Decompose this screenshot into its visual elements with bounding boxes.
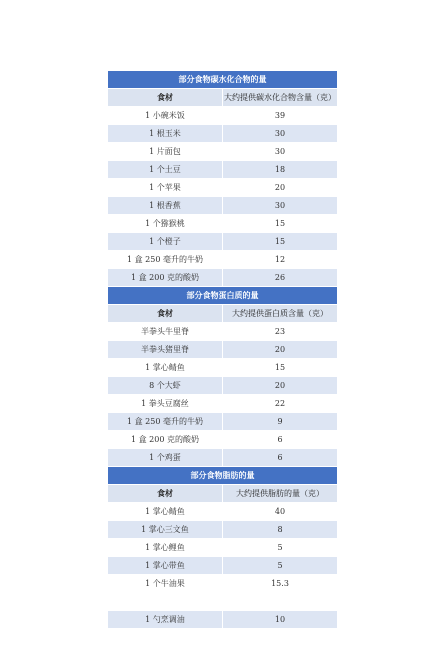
row-gap: [108, 593, 338, 611]
section-title-row: [108, 287, 338, 305]
table-row: [108, 557, 338, 575]
food-cell: 1 小碗米饭: [108, 107, 223, 125]
column-header-food: 食材: [108, 485, 223, 503]
food-cell: 半拳头牛里脊: [108, 323, 223, 341]
amount-cell: 15: [223, 359, 338, 377]
amount-cell: 30: [223, 197, 338, 215]
amount-cell: 8: [223, 521, 338, 539]
table-row: [108, 341, 338, 359]
food-cell: 1 根玉米: [108, 125, 223, 143]
table-row: [108, 125, 338, 143]
food-cell: 1 个橙子: [108, 233, 223, 251]
table-row: [108, 215, 338, 233]
amount-cell: 10: [223, 611, 338, 629]
amount-cell: 22: [223, 395, 338, 413]
food-cell: 1 个猕猴桃: [108, 215, 223, 233]
amount-cell: 6: [223, 431, 338, 449]
table-row: [108, 323, 338, 341]
table-row: [108, 413, 338, 431]
food-cell: 1 个鸡蛋: [108, 449, 223, 467]
table-row: [108, 161, 338, 179]
table-row: [108, 539, 338, 557]
food-cell: 1 拳头豆腐丝: [108, 395, 223, 413]
table-row: [108, 269, 338, 287]
table-row: [108, 395, 338, 413]
table-row: [108, 107, 338, 125]
food-cell: 1 片面包: [108, 143, 223, 161]
food-cell: 1 掌心三文鱼: [108, 521, 223, 539]
food-cell: 1 个土豆: [108, 161, 223, 179]
amount-cell: 15: [223, 215, 338, 233]
food-cell: 半拳头猪里脊: [108, 341, 223, 359]
column-header-row: [108, 485, 338, 503]
amount-cell: 18: [223, 161, 338, 179]
table-row: [108, 359, 338, 377]
food-cell: 1 个苹果: [108, 179, 223, 197]
food-cell: 1 掌心带鱼: [108, 557, 223, 575]
food-cell: 1 盒 250 毫升的牛奶: [108, 251, 223, 269]
row-gap-cell: [108, 593, 338, 611]
amount-cell: 20: [223, 179, 338, 197]
column-header-amount: 大约提供脂肪的量（克）: [223, 485, 338, 503]
table-row: [108, 431, 338, 449]
table-row: [108, 521, 338, 539]
column-header-food: 食材: [108, 89, 223, 107]
amount-cell: 5: [223, 539, 338, 557]
food-cell: 1 盒 200 克的酸奶: [108, 431, 223, 449]
table-row: [108, 179, 338, 197]
table-row: [108, 449, 338, 467]
table-row: [108, 251, 338, 269]
amount-cell: 20: [223, 377, 338, 395]
food-cell: 1 盒 250 毫升的牛奶: [108, 413, 223, 431]
food-cell: 1 盒 200 克的酸奶: [108, 269, 223, 287]
table-row: [108, 503, 338, 521]
table-row: [108, 233, 338, 251]
food-cell: 1 掌心鲤鱼: [108, 539, 223, 557]
food-cell: 1 掌心鲭鱼: [108, 503, 223, 521]
table-row: [108, 197, 338, 215]
amount-cell: 23: [223, 323, 338, 341]
column-header-row: [108, 89, 338, 107]
section-title: 部分食物脂肪的量: [108, 467, 338, 485]
amount-cell: 40: [223, 503, 338, 521]
section-title-row: [108, 71, 338, 89]
column-header-food: 食材: [108, 305, 223, 323]
amount-cell: 26: [223, 269, 338, 287]
food-cell: 1 根香蕉: [108, 197, 223, 215]
food-cell: 1 个牛油果: [108, 575, 223, 593]
amount-cell: 15.3: [223, 575, 338, 593]
food-cell: 8 个大虾: [108, 377, 223, 395]
amount-cell: 12: [223, 251, 338, 269]
amount-cell: 6: [223, 449, 338, 467]
amount-cell: 30: [223, 143, 338, 161]
table-row: [108, 575, 338, 593]
nutrition-table: [107, 70, 338, 629]
amount-cell: 39: [223, 107, 338, 125]
column-header-amount: 大约提供蛋白质含量（克）: [223, 305, 338, 323]
amount-cell: 9: [223, 413, 338, 431]
column-header-amount: 大约提供碳水化合物含量（克）: [223, 89, 338, 107]
column-header-row: [108, 305, 338, 323]
amount-cell: 5: [223, 557, 338, 575]
table-row: [108, 611, 338, 629]
amount-cell: 30: [223, 125, 338, 143]
food-cell: 1 勺烹调油: [108, 611, 223, 629]
food-cell: 1 掌心鲭鱼: [108, 359, 223, 377]
table-row: [108, 377, 338, 395]
amount-cell: 15: [223, 233, 338, 251]
section-title-row: [108, 467, 338, 485]
table-row: [108, 143, 338, 161]
section-title: 部分食物蛋白质的量: [108, 287, 338, 305]
amount-cell: 20: [223, 341, 338, 359]
section-title: 部分食物碳水化合物的量: [108, 71, 338, 89]
